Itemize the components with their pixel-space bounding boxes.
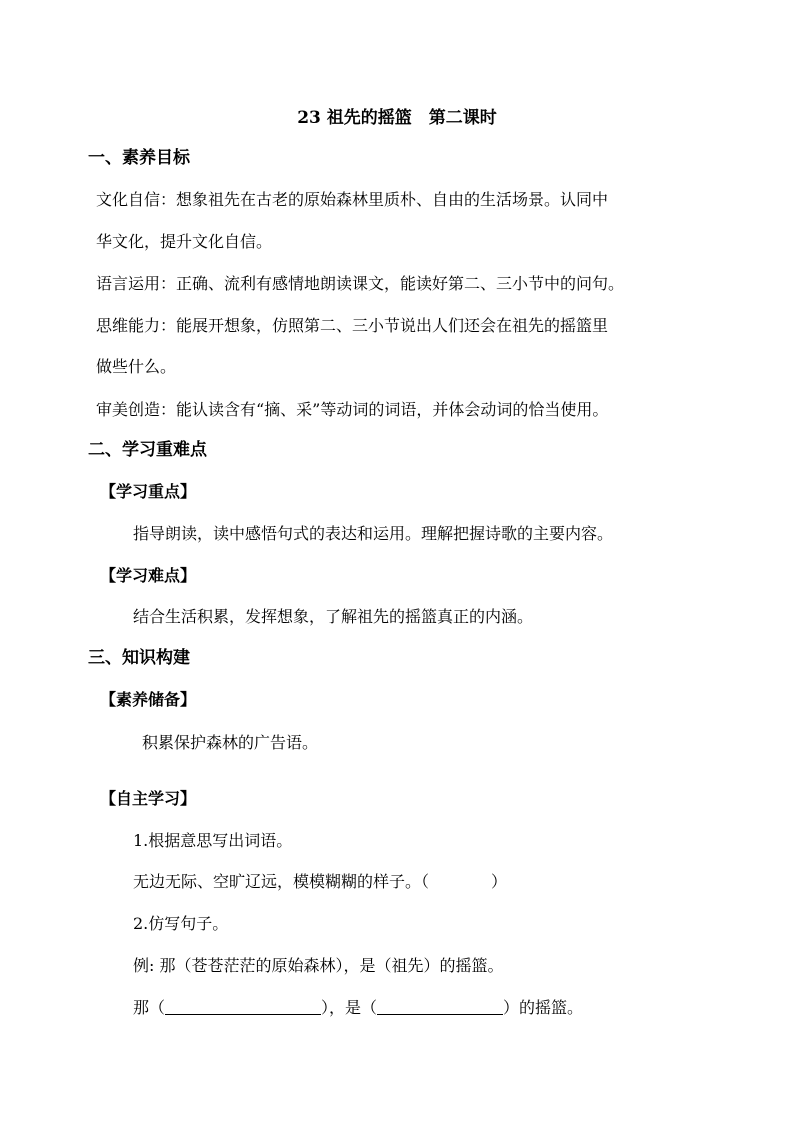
goal-line: 做些什么。	[96, 357, 177, 376]
goal-line: 华文化，提升文化自信。	[96, 232, 273, 251]
label-self-study: 【自主学习】	[100, 789, 197, 808]
question-1-close: ）	[491, 872, 508, 891]
key-point-text: 指导朗读，读中感悟句式的表达和运用。理解把握诗歌的主要内容。	[133, 524, 614, 543]
literacy-reserve-text: 积累保护森林的广告语。	[142, 733, 319, 752]
answer-blank-3[interactable]	[377, 998, 503, 1015]
section-heading-goals: 一、素养目标	[88, 148, 190, 168]
example-sentence: 例: 那（苍苍茫茫的原始森林），是（祖先）的摇篮。	[133, 956, 504, 975]
imitation-sentence	[133, 998, 583, 1018]
question-1-line	[133, 872, 507, 892]
section-heading-key-points: 二、学习重难点	[88, 440, 207, 460]
goal-line: 审美创造：能认读含有“摘、采”等动词的词语，并体会动词的恰当使用。	[96, 400, 609, 419]
label-key-point: 【学习重点】	[100, 482, 197, 501]
page-title: 23 祖先的摇篮 第二课时	[297, 108, 497, 128]
goal-line: 语言运用：正确、流利有感情地朗读课文，能读好第二、三小节中的问句。	[96, 274, 625, 293]
label-difficulty: 【学习难点】	[100, 566, 197, 585]
goal-line: 文化自信：想象祖先在古老的原始森林里质朴、自由的生活场景。认同中	[96, 190, 609, 209]
difficulty-text: 结合生活积累，发挥想象，了解祖先的摇篮真正的内涵。	[133, 607, 534, 626]
question-2: 2.仿写句子。	[133, 914, 229, 933]
question-1: 1.根据意思写出词语。	[133, 831, 293, 850]
question-1-text: 无边无际、空旷辽远，模模糊糊的样子。（	[133, 872, 430, 891]
goal-line: 思维能力：能展开想象，仿照第二、三小节说出人们还会在祖先的摇篮里	[96, 316, 609, 335]
answer-blank-2[interactable]	[165, 998, 321, 1015]
label-literacy-reserve: 【素养储备】	[100, 690, 197, 709]
pattern-part-a: 那（	[133, 998, 166, 1017]
pattern-part-b: ），是（	[321, 998, 378, 1017]
section-heading-knowledge: 三、知识构建	[88, 648, 190, 668]
pattern-part-c: ）的摇篮。	[503, 998, 584, 1017]
